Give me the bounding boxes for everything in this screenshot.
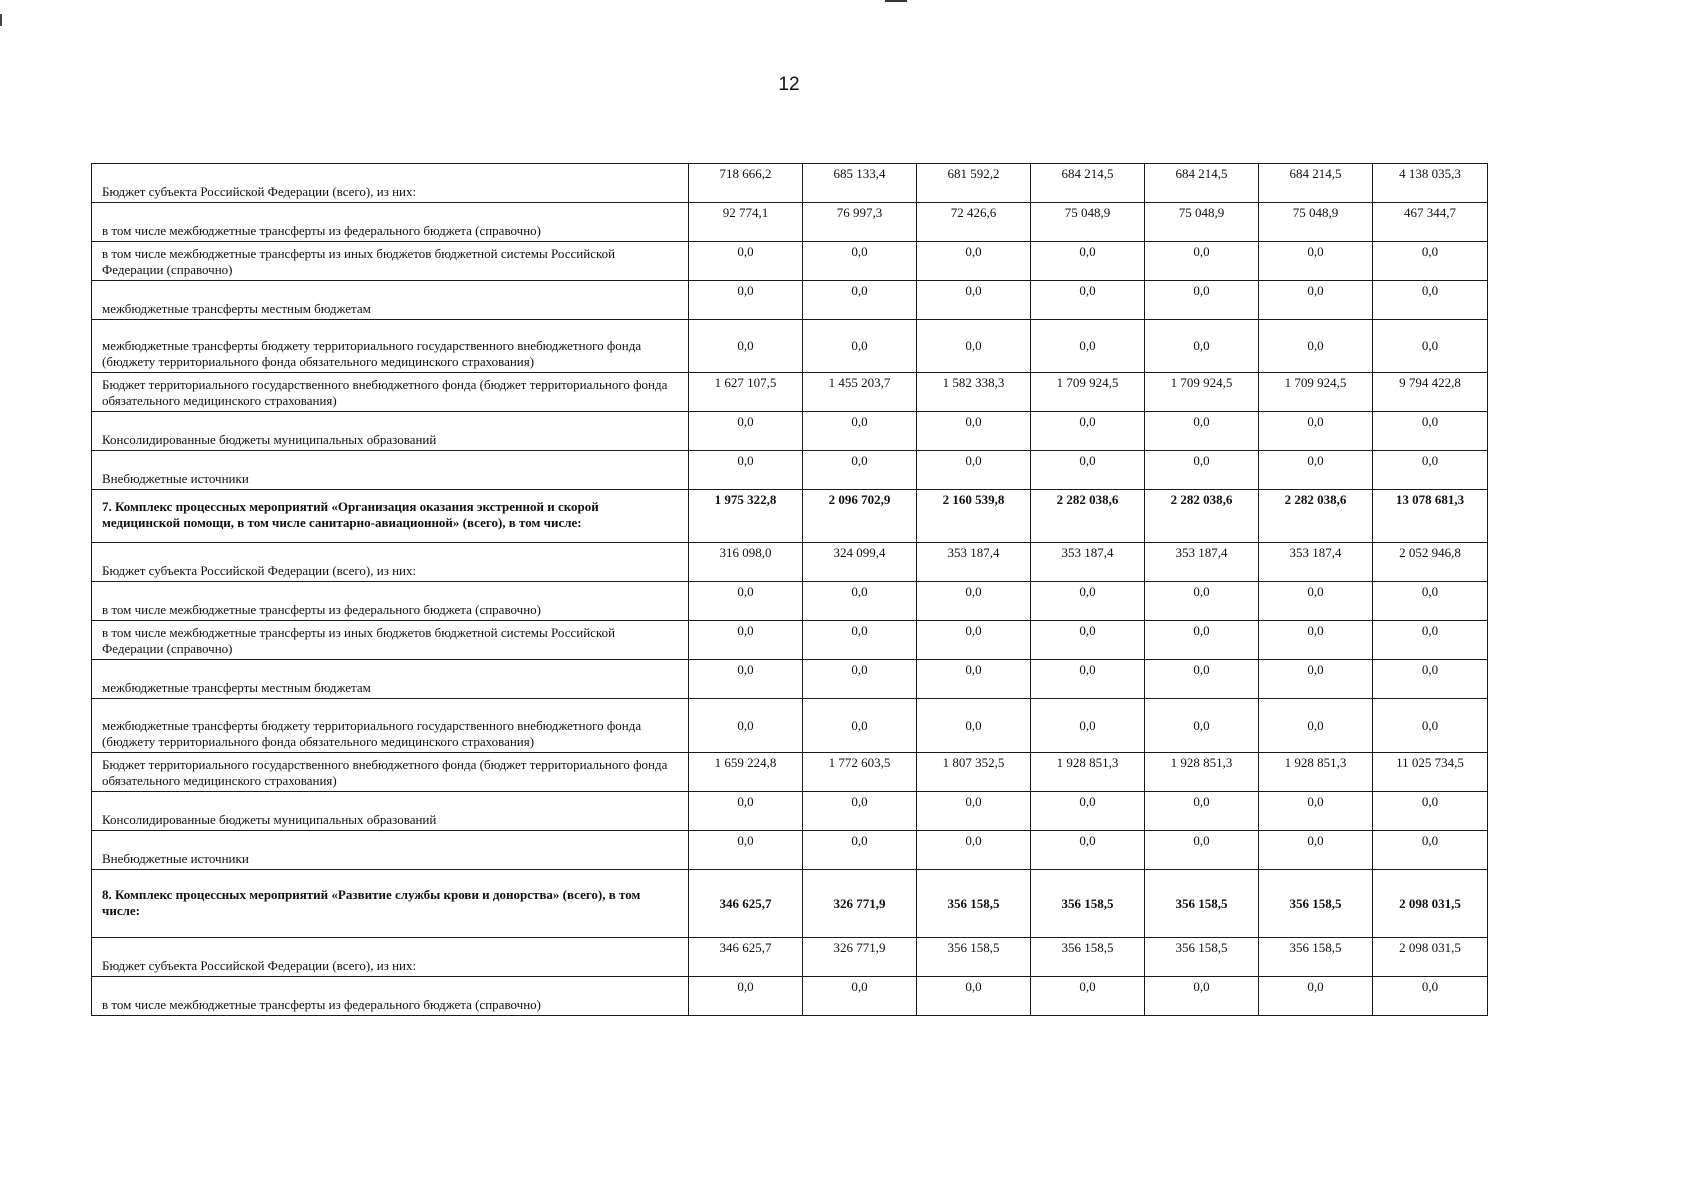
value-cell: 0,0: [803, 412, 917, 451]
value-cell: 0,0: [917, 699, 1031, 753]
table-row: [92, 977, 1488, 1016]
value-cell: 0,0: [917, 281, 1031, 320]
value-cell: 356 158,5: [917, 938, 1031, 977]
value-cell: 2 160 539,8: [917, 490, 1031, 543]
row-label: 7. Комплекс процессных мероприятий «Организация оказания экстренной и скорой медицинской помощи, в том числе санитарно-авиационной» (всего), в том числе:: [92, 490, 689, 543]
value-cell: 353 187,4: [1145, 543, 1259, 582]
table-row: [92, 699, 1488, 753]
value-cell: 353 187,4: [1259, 543, 1373, 582]
value-cell: 0,0: [689, 451, 803, 490]
value-cell: 1 455 203,7: [803, 373, 917, 412]
value-cell: 681 592,2: [917, 164, 1031, 203]
row-label: в том числе межбюджетные трансферты из федерального бюджета (справочно): [92, 977, 689, 1016]
row-label: Бюджет территориального государственного внебюджетного фонда (бюджет территориального фонда обязательного медицинского страхования): [92, 753, 689, 792]
table-row: [92, 831, 1488, 870]
total-cell: 2 052 946,8: [1373, 543, 1488, 582]
total-cell: 0,0: [1373, 699, 1488, 753]
value-cell: 0,0: [1031, 831, 1145, 870]
budget-table: [91, 163, 1488, 1016]
value-cell: 685 133,4: [803, 164, 917, 203]
table-row: [92, 621, 1488, 660]
total-cell: 0,0: [1373, 281, 1488, 320]
value-cell: 1 772 603,5: [803, 753, 917, 792]
page-number: 12: [778, 74, 800, 95]
value-cell: 1 928 851,3: [1145, 753, 1259, 792]
value-cell: 0,0: [1145, 699, 1259, 753]
value-cell: 0,0: [1145, 582, 1259, 621]
value-cell: 0,0: [689, 582, 803, 621]
value-cell: 0,0: [803, 320, 917, 373]
value-cell: 0,0: [1145, 831, 1259, 870]
value-cell: 684 214,5: [1031, 164, 1145, 203]
value-cell: 72 426,6: [917, 203, 1031, 242]
value-cell: 0,0: [1259, 281, 1373, 320]
value-cell: 0,0: [803, 451, 917, 490]
value-cell: 0,0: [1031, 792, 1145, 831]
total-cell: 13 078 681,3: [1373, 490, 1488, 543]
value-cell: 1 659 224,8: [689, 753, 803, 792]
value-cell: 1 975 322,8: [689, 490, 803, 543]
value-cell: 1 709 924,5: [1145, 373, 1259, 412]
value-cell: 0,0: [1031, 621, 1145, 660]
table-row: [92, 543, 1488, 582]
value-cell: 2 282 038,6: [1031, 490, 1145, 543]
value-cell: 0,0: [803, 792, 917, 831]
value-cell: 0,0: [1145, 281, 1259, 320]
value-cell: 0,0: [1259, 412, 1373, 451]
total-cell: 0,0: [1373, 621, 1488, 660]
value-cell: 75 048,9: [1031, 203, 1145, 242]
value-cell: 0,0: [803, 977, 917, 1016]
value-cell: 0,0: [917, 582, 1031, 621]
value-cell: 1 627 107,5: [689, 373, 803, 412]
table-row: [92, 660, 1488, 699]
row-label: межбюджетные трансферты местным бюджетам: [92, 660, 689, 699]
total-cell: 0,0: [1373, 792, 1488, 831]
row-label: в том числе межбюджетные трансферты из федерального бюджета (справочно): [92, 203, 689, 242]
value-cell: 718 666,2: [689, 164, 803, 203]
table-row: [92, 582, 1488, 621]
value-cell: 684 214,5: [1145, 164, 1259, 203]
value-cell: 1 582 338,3: [917, 373, 1031, 412]
value-cell: 0,0: [803, 699, 917, 753]
value-cell: 0,0: [1259, 977, 1373, 1016]
value-cell: 0,0: [1031, 320, 1145, 373]
value-cell: 0,0: [1031, 699, 1145, 753]
value-cell: 0,0: [1145, 412, 1259, 451]
value-cell: 324 099,4: [803, 543, 917, 582]
value-cell: 0,0: [1145, 242, 1259, 281]
total-cell: 2 098 031,5: [1373, 938, 1488, 977]
value-cell: 0,0: [917, 621, 1031, 660]
row-label: Консолидированные бюджеты муниципальных образований: [92, 412, 689, 451]
value-cell: 0,0: [1031, 977, 1145, 1016]
value-cell: 0,0: [689, 699, 803, 753]
value-cell: 0,0: [803, 660, 917, 699]
value-cell: 0,0: [689, 977, 803, 1016]
value-cell: 76 997,3: [803, 203, 917, 242]
value-cell: 0,0: [689, 281, 803, 320]
total-cell: 0,0: [1373, 320, 1488, 373]
value-cell: 0,0: [1145, 660, 1259, 699]
table-row: [92, 792, 1488, 831]
value-cell: 0,0: [1259, 699, 1373, 753]
value-cell: 0,0: [803, 831, 917, 870]
value-cell: 92 774,1: [689, 203, 803, 242]
value-cell: 0,0: [1145, 977, 1259, 1016]
value-cell: 0,0: [917, 412, 1031, 451]
row-label: межбюджетные трансферты бюджету территориального государственного внебюджетного фонда (бюджету территориального фонда обязательного медицинского страхования): [92, 320, 689, 373]
value-cell: 0,0: [1145, 320, 1259, 373]
value-cell: 0,0: [689, 792, 803, 831]
value-cell: 0,0: [803, 281, 917, 320]
value-cell: 1 807 352,5: [917, 753, 1031, 792]
value-cell: 0,0: [917, 660, 1031, 699]
table-row: [92, 320, 1488, 373]
value-cell: 356 158,5: [1259, 870, 1373, 938]
value-cell: 316 098,0: [689, 543, 803, 582]
value-cell: 356 158,5: [1145, 938, 1259, 977]
value-cell: 0,0: [1031, 451, 1145, 490]
row-label: межбюджетные трансферты местным бюджетам: [92, 281, 689, 320]
row-label: Внебюджетные источники: [92, 451, 689, 490]
value-cell: 0,0: [1031, 660, 1145, 699]
row-label: Бюджет территориального государственного внебюджетного фонда (бюджет территориального фонда обязательного медицинского страхования): [92, 373, 689, 412]
value-cell: 346 625,7: [689, 938, 803, 977]
row-label: Бюджет субъекта Российской Федерации (всего), из них:: [92, 938, 689, 977]
value-cell: 0,0: [1031, 582, 1145, 621]
value-cell: 0,0: [917, 831, 1031, 870]
value-cell: 0,0: [689, 242, 803, 281]
value-cell: 2 282 038,6: [1259, 490, 1373, 543]
value-cell: 0,0: [1259, 242, 1373, 281]
value-cell: 0,0: [689, 412, 803, 451]
total-cell: 11 025 734,5: [1373, 753, 1488, 792]
value-cell: 326 771,9: [803, 938, 917, 977]
value-cell: 0,0: [689, 621, 803, 660]
total-cell: 0,0: [1373, 242, 1488, 281]
value-cell: 0,0: [1259, 582, 1373, 621]
value-cell: 0,0: [1259, 831, 1373, 870]
row-label: Консолидированные бюджеты муниципальных образований: [92, 792, 689, 831]
value-cell: 0,0: [1145, 451, 1259, 490]
value-cell: 0,0: [1031, 412, 1145, 451]
value-cell: 356 158,5: [1259, 938, 1373, 977]
value-cell: 0,0: [689, 320, 803, 373]
table-row: [92, 938, 1488, 977]
total-cell: 0,0: [1373, 451, 1488, 490]
value-cell: 0,0: [917, 451, 1031, 490]
value-cell: 684 214,5: [1259, 164, 1373, 203]
row-label: в том числе межбюджетные трансферты из федерального бюджета (справочно): [92, 582, 689, 621]
total-cell: 4 138 035,3: [1373, 164, 1488, 203]
value-cell: 356 158,5: [1031, 870, 1145, 938]
table-row: [92, 242, 1488, 281]
value-cell: 2 282 038,6: [1145, 490, 1259, 543]
value-cell: 0,0: [1259, 660, 1373, 699]
value-cell: 0,0: [803, 242, 917, 281]
table-row: [92, 412, 1488, 451]
row-label: Бюджет субъекта Российской Федерации (всего), из них:: [92, 164, 689, 203]
value-cell: 0,0: [917, 320, 1031, 373]
value-cell: 0,0: [1259, 451, 1373, 490]
value-cell: 0,0: [1259, 792, 1373, 831]
value-cell: 0,0: [1145, 792, 1259, 831]
value-cell: 353 187,4: [917, 543, 1031, 582]
row-label: межбюджетные трансферты бюджету территориального государственного внебюджетного фонда (бюджету территориального фонда обязательного медицинского страхования): [92, 699, 689, 753]
value-cell: 353 187,4: [1031, 543, 1145, 582]
total-cell: 2 098 031,5: [1373, 870, 1488, 938]
value-cell: 0,0: [917, 242, 1031, 281]
table-row: [92, 451, 1488, 490]
value-cell: 2 096 702,9: [803, 490, 917, 543]
row-label: Внебюджетные источники: [92, 831, 689, 870]
value-cell: 0,0: [689, 660, 803, 699]
total-cell: 467 344,7: [1373, 203, 1488, 242]
total-cell: 0,0: [1373, 831, 1488, 870]
table-row: [92, 281, 1488, 320]
value-cell: 0,0: [1031, 242, 1145, 281]
value-cell: 75 048,9: [1259, 203, 1373, 242]
total-cell: 0,0: [1373, 412, 1488, 451]
total-cell: 0,0: [1373, 977, 1488, 1016]
row-label: Бюджет субъекта Российской Федерации (всего), из них:: [92, 543, 689, 582]
value-cell: 0,0: [917, 792, 1031, 831]
value-cell: 1 928 851,3: [1259, 753, 1373, 792]
table-row: [92, 870, 1488, 938]
value-cell: 356 158,5: [1031, 938, 1145, 977]
value-cell: 346 625,7: [689, 870, 803, 938]
value-cell: 0,0: [689, 831, 803, 870]
value-cell: 0,0: [1031, 281, 1145, 320]
value-cell: 1 928 851,3: [1031, 753, 1145, 792]
value-cell: 0,0: [1259, 320, 1373, 373]
row-label: 8. Комплекс процессных мероприятий «Развитие службы крови и донорства» (всего), в том числе:: [92, 870, 689, 938]
scan-mark: [885, 0, 907, 2]
value-cell: 0,0: [917, 977, 1031, 1016]
value-cell: 0,0: [803, 621, 917, 660]
total-cell: 0,0: [1373, 660, 1488, 699]
table-row: [92, 373, 1488, 412]
table-row: [92, 490, 1488, 543]
value-cell: 356 158,5: [1145, 870, 1259, 938]
value-cell: 75 048,9: [1145, 203, 1259, 242]
value-cell: 0,0: [1145, 621, 1259, 660]
value-cell: 1 709 924,5: [1031, 373, 1145, 412]
value-cell: 356 158,5: [917, 870, 1031, 938]
scan-mark: [0, 14, 2, 26]
row-label: в том числе межбюджетные трансферты из иных бюджетов бюджетной системы Российской Федерации (справочно): [92, 621, 689, 660]
value-cell: 1 709 924,5: [1259, 373, 1373, 412]
value-cell: 326 771,9: [803, 870, 917, 938]
row-label: в том числе межбюджетные трансферты из иных бюджетов бюджетной системы Российской Федерации (справочно): [92, 242, 689, 281]
value-cell: 0,0: [803, 582, 917, 621]
total-cell: 0,0: [1373, 582, 1488, 621]
table-row: [92, 203, 1488, 242]
table-row: [92, 164, 1488, 203]
total-cell: 9 794 422,8: [1373, 373, 1488, 412]
table-body: [92, 164, 1488, 1016]
table-row: [92, 753, 1488, 792]
value-cell: 0,0: [1259, 621, 1373, 660]
